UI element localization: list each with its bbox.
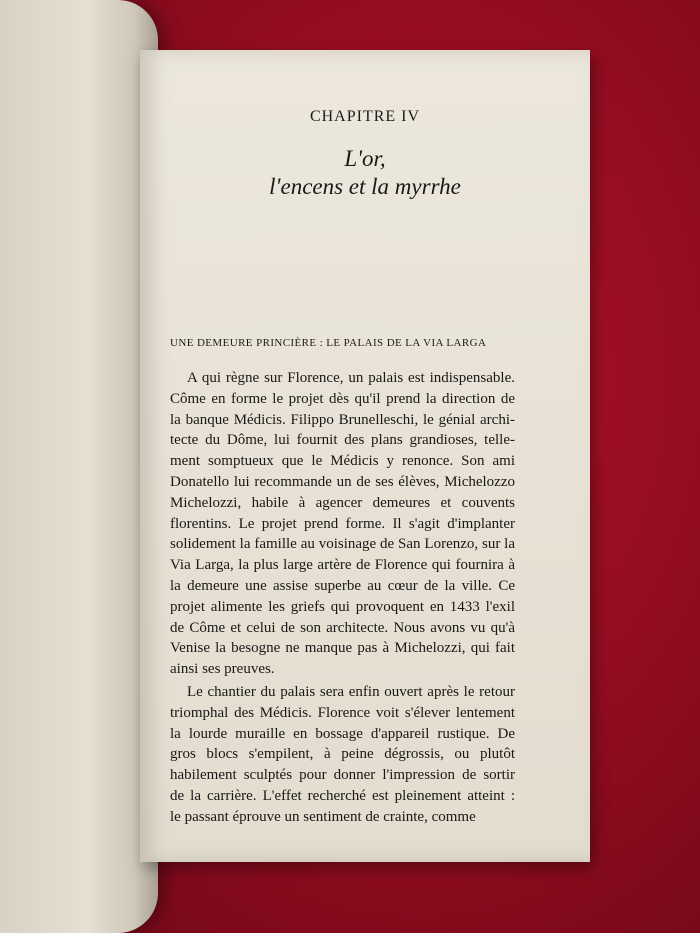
text-line: Via Larga, la plus large artère de Florence qui fournira à [170, 557, 515, 574]
text-line: Michelozzi, habile à agencer demeures et couvents [170, 494, 515, 511]
section-heading: UNE DEMEURE PRINCIÈRE : LE PALAIS DE LA VIA LARGA [170, 337, 487, 349]
body-text [170, 368, 515, 828]
text-line: ment somptueux que le Médicis y renonce. Son ami [170, 453, 515, 470]
text-line: Le chantier du palais sera enfin ouvert après le retour [187, 683, 515, 700]
text-line: ainsi ses preuves. [170, 661, 275, 678]
book-page [140, 50, 590, 862]
text-line: Venise la besogne ne manque pas à Michelozzi, qui fait [170, 640, 515, 657]
chapter-title-line-2: l'encens et la myrrhe [269, 174, 461, 199]
text-line: triomphal des Médicis. Florence voit s'élever lentement [170, 704, 515, 721]
chapter-title [140, 145, 590, 201]
text-line: solidement la famille au voisinage de San Lorenzo, sur la [170, 536, 515, 553]
text-line: Donatello lui recommande un de ses élèves, Michelozzo [170, 473, 515, 490]
text-line: le passant éprouve un sentiment de crainte, comme [170, 808, 476, 825]
text-line: habilement sculptés pour donner l'impression de sortir [170, 767, 515, 784]
text-line: la lourde muraille en bossage d'appareil rustique. De [170, 725, 515, 742]
chapter-title-line-1: L'or, [344, 146, 386, 171]
text-line: la demeure une assise superbe au cœur de la ville. Ce [170, 577, 515, 594]
chapter-heading: CHAPITRE IV [309, 108, 421, 125]
text-line: gros blocs s'empilent, à peine dégrossis, ou plutôt [170, 746, 515, 763]
text-line: Côme en forme le projet dès qu'il prend la direction de [170, 390, 515, 407]
text-line: A qui règne sur Florence, un palais est indispensable. [187, 370, 515, 386]
paragraph-2 [170, 682, 515, 828]
text-line: de Côme et celui de son architecte. Nous avons vu qu'à [170, 619, 515, 636]
text-line: florentins. Le projet prend forme. Il s'agit d'implanter [170, 515, 515, 532]
text-line: tecte du Dôme, lui fournit des plans grandioses, telle- [170, 432, 515, 449]
text-line: projet alimente les griefs qui provoquent en 1433 l'exil [170, 598, 515, 615]
left-page-shadow-texture [8, 60, 138, 860]
paragraph-1 [170, 368, 515, 680]
text-line: la banque Médicis. Filippo Brunelleschi, le génial archi- [170, 411, 515, 428]
text-line: de la carrière. L'effet recherché est pleinement atteint : [170, 787, 515, 804]
left-page [0, 0, 158, 933]
